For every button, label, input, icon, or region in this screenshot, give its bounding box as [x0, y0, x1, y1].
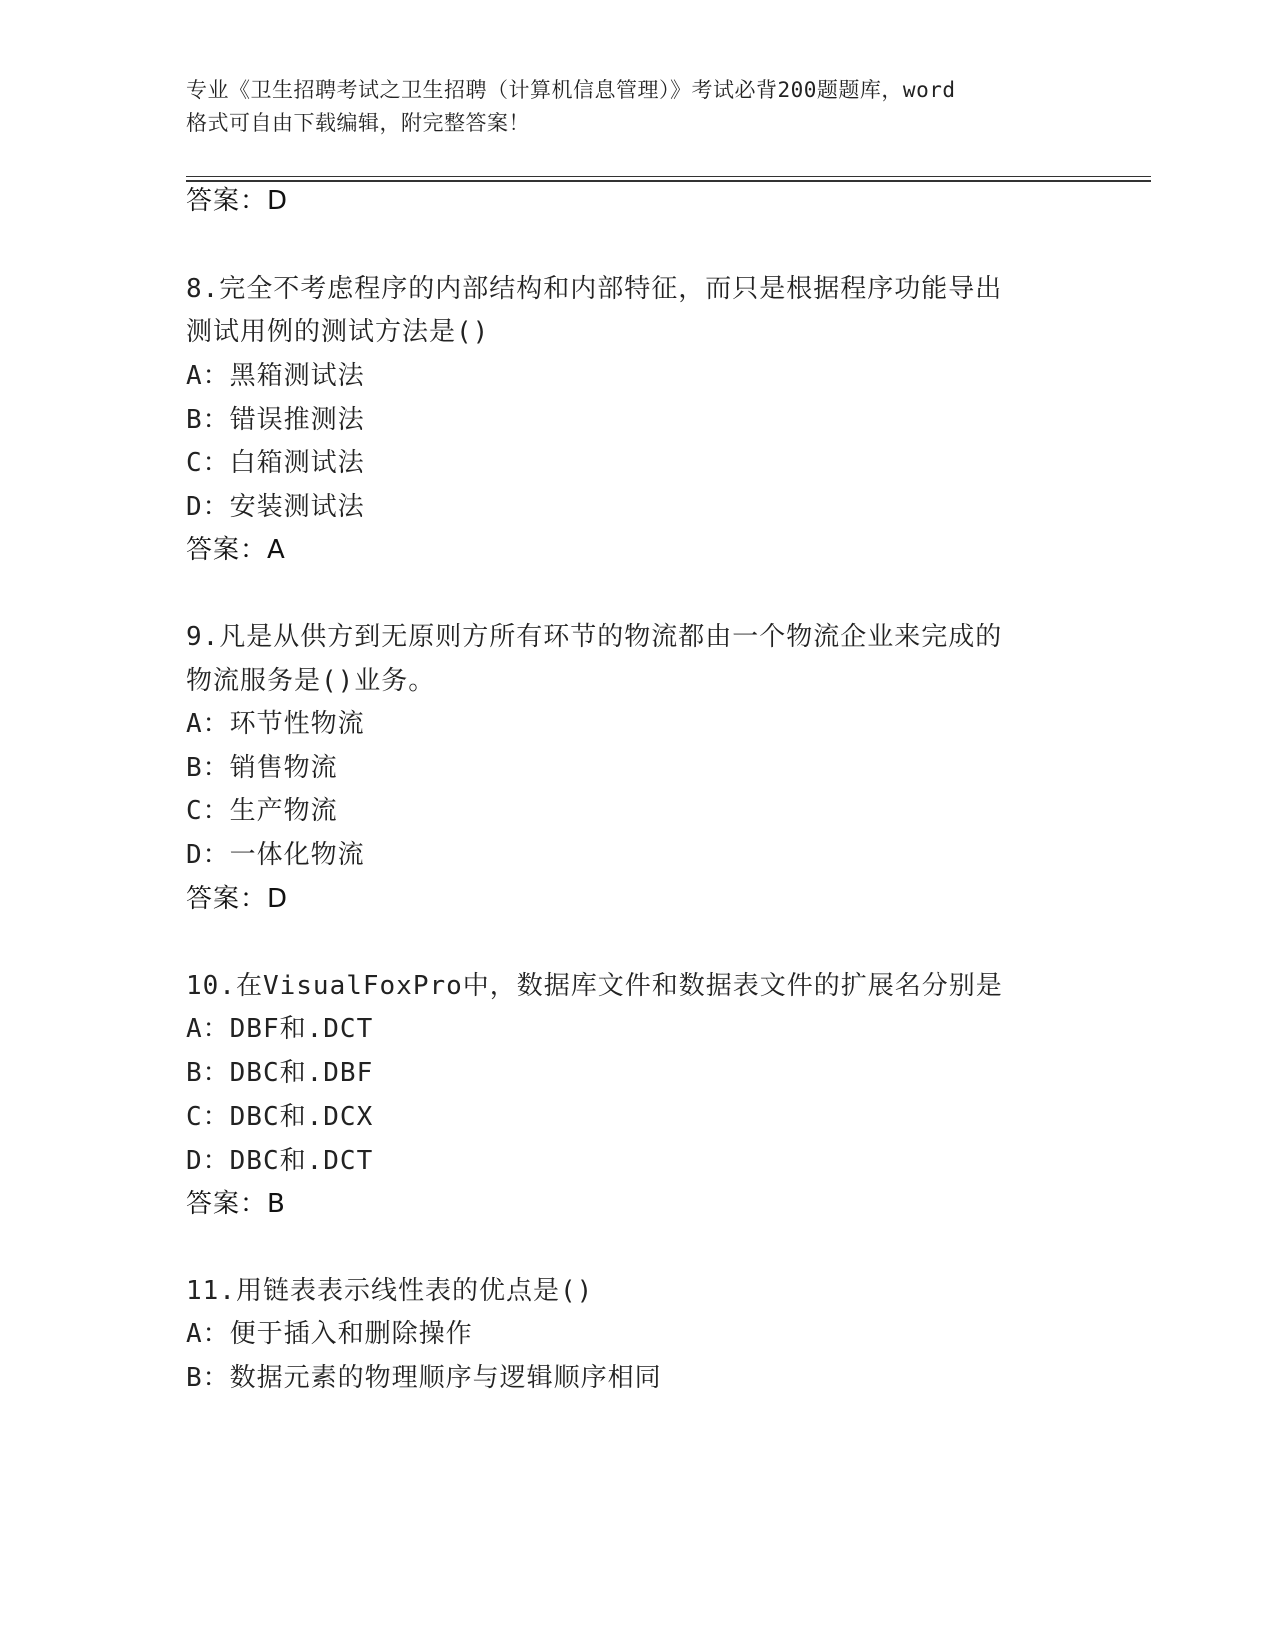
question-10-stem-line-1: 10.在VisualFoxPro中，数据库文件和数据表文件的扩展名分别是 [186, 971, 1003, 1001]
question-8-option-c: C：白箱测试法 [186, 448, 365, 478]
question-11-option-a: A：便于插入和删除操作 [186, 1319, 473, 1349]
question-9-answer: 答案：D [186, 884, 289, 914]
question-9-option-a: A：环节性物流 [186, 709, 365, 739]
header-line-2: 格式可自由下载编辑，附完整答案！ [186, 111, 530, 135]
previous-answer: 答案：D [186, 186, 289, 216]
header-line-1: 专业《卫生招聘考试之卫生招聘（计算机信息管理）》考试必背200题题库，word [186, 78, 956, 102]
question-11-option-b: B：数据元素的物理顺序与逻辑顺序相同 [186, 1363, 662, 1393]
question-9-option-d: D：一体化物流 [186, 840, 365, 870]
question-9-stem-line-2: 物流服务是()业务。 [186, 666, 436, 696]
question-9-stem-line-1: 9.凡是从供方到无原则方所有环节的物流都由一个物流企业来完成的 [186, 622, 1003, 652]
question-10-option-c: C：DBC和.DCX [186, 1102, 374, 1132]
question-10-option-d: D：DBC和.DCT [186, 1146, 374, 1176]
header-divider-thin [186, 176, 1151, 177]
question-9-option-c: C：生产物流 [186, 796, 338, 826]
question-10-option-b: B：DBC和.DBF [186, 1058, 374, 1088]
header-divider-thick [186, 180, 1151, 182]
question-9-option-b: B：销售物流 [186, 753, 338, 783]
question-11-stem-line-1: 11.用链表表示线性表的优点是() [186, 1276, 594, 1306]
question-8-option-a: A：黑箱测试法 [186, 361, 365, 391]
question-8-stem-line-1: 8.完全不考虑程序的内部结构和内部特征，而只是根据程序功能导出 [186, 274, 1003, 304]
question-8-option-d: D：安装测试法 [186, 492, 365, 522]
question-8-option-b: B：错误推测法 [186, 405, 365, 435]
question-10-option-a: A：DBF和.DCT [186, 1014, 374, 1044]
question-8-stem-line-2: 测试用例的测试方法是() [186, 317, 490, 347]
question-10-answer: 答案：B [186, 1189, 286, 1219]
question-8-answer: 答案：A [186, 535, 286, 565]
document-header [186, 74, 1086, 140]
